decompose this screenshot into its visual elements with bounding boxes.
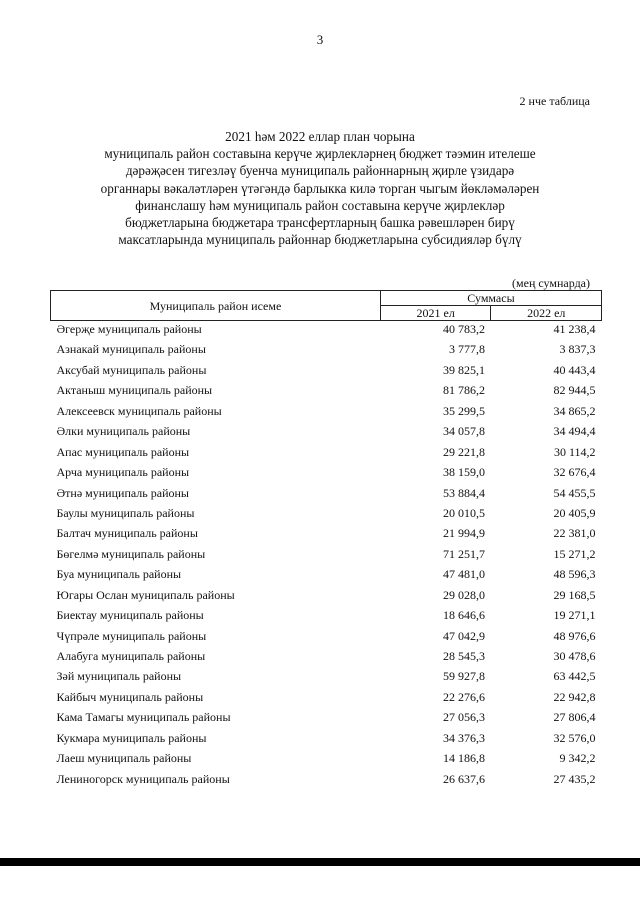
table-row <box>51 587 602 607</box>
header-district-name: Муниципаль район исеме <box>51 291 381 321</box>
district-name-cell: Кайбыч муниципаль районы <box>56 689 204 704</box>
document-title <box>70 128 570 248</box>
value-2022-cell: 9 342,2 <box>559 751 596 766</box>
page-number: 3 <box>316 32 324 47</box>
value-2022-cell: 40 443,4 <box>553 362 596 377</box>
table-row <box>51 546 602 566</box>
district-name-cell: Аксубай муниципаль районы <box>56 362 207 377</box>
value-2022-cell: 34 494,4 <box>553 424 596 439</box>
district-name-cell: Кукмара муниципаль районы <box>56 730 207 745</box>
table-row <box>51 668 602 688</box>
table-row <box>51 423 602 443</box>
value-2022-cell: 34 865,2 <box>553 403 596 418</box>
scan-edge-bar <box>0 858 640 866</box>
table-row <box>51 444 602 464</box>
value-2022-cell: 29 168,5 <box>553 587 596 602</box>
value-2021-cell: 18 646,6 <box>442 608 485 623</box>
value-2021-cell: 34 376,3 <box>442 730 485 745</box>
value-2021-cell: 40 783,2 <box>442 322 485 336</box>
table-row <box>51 628 602 648</box>
value-2021-cell: 22 276,6 <box>442 689 485 704</box>
district-name-cell: Арча муниципаль районы <box>56 465 190 480</box>
value-2021-cell: 29 221,8 <box>442 444 485 459</box>
district-name-cell: Лаеш муниципаль районы <box>56 751 192 766</box>
value-2021-cell: 38 159,0 <box>442 465 485 480</box>
district-name-cell: Лениногорск муниципаль районы <box>56 771 230 786</box>
value-2021-cell: 53 884,4 <box>442 485 485 500</box>
value-2021-cell: 81 786,2 <box>442 383 485 398</box>
value-2022-cell: 3 837,3 <box>559 342 596 357</box>
table-row <box>51 525 602 545</box>
district-name-cell: Алабуга муниципаль районы <box>56 649 206 663</box>
value-2021-cell: 28 545,3 <box>442 649 485 663</box>
value-2022-cell: 20 405,9 <box>553 505 596 520</box>
value-2022-cell: 27 806,4 <box>553 710 596 725</box>
title-line: органнары вәкаләтләрен үтәгәндә барлыкка килә торган чыгым йөкләмәләрен <box>100 180 540 196</box>
table-label: 2 нче таблица <box>519 94 590 108</box>
district-name-cell: Балтач муниципаль районы <box>56 526 198 541</box>
district-name-cell: Чүпрәле муниципаль районы <box>56 628 207 643</box>
table-row <box>51 382 602 402</box>
subsidy-table <box>50 290 602 791</box>
district-name-cell: Бөгелмә муниципаль районы <box>56 546 206 561</box>
district-name-cell: Әлки муниципаль районы <box>56 424 191 439</box>
value-2021-cell: 20 010,5 <box>442 505 485 520</box>
district-name-cell: Зәй муниципаль районы <box>56 669 182 684</box>
district-name-cell: Баулы муниципаль районы <box>56 505 195 520</box>
header-2022: 2022 ел <box>491 306 602 321</box>
value-2022-cell: 48 976,6 <box>553 628 596 643</box>
district-name-cell: Апас муниципаль районы <box>56 444 190 459</box>
value-2022-cell: 48 596,3 <box>553 567 596 582</box>
header-sum: Суммасы <box>380 291 601 306</box>
table-row <box>51 505 602 525</box>
table-row <box>51 648 602 668</box>
value-2021-cell: 14 186,8 <box>442 751 485 766</box>
table-row <box>51 771 602 791</box>
table-body <box>51 321 602 792</box>
value-2021-cell: 3 777,8 <box>448 342 485 357</box>
table-row <box>51 607 602 627</box>
table-row <box>51 750 602 770</box>
value-2022-cell: 63 442,5 <box>553 669 596 684</box>
district-name-cell: Актаныш муниципаль районы <box>56 383 213 398</box>
table-row <box>51 464 602 484</box>
title-line: финанслашу һәм муниципаль район составына керүче җирлекләр <box>135 197 505 213</box>
units-label: (мең сумнарда) <box>512 276 590 290</box>
district-name-cell: Алексеевск муниципаль районы <box>56 403 222 418</box>
value-2022-cell: 22 381,0 <box>553 526 596 541</box>
value-2021-cell: 39 825,1 <box>442 362 485 377</box>
table-row <box>51 566 602 586</box>
header-2021: 2021 ел <box>380 306 491 321</box>
value-2021-cell: 21 994,9 <box>442 526 485 541</box>
table-row <box>51 709 602 729</box>
district-name-cell: Әтнә муниципаль районы <box>56 485 189 500</box>
value-2022-cell: 82 944,5 <box>553 383 596 398</box>
value-2021-cell: 27 056,3 <box>442 710 485 725</box>
value-2022-cell: 27 435,2 <box>553 771 596 786</box>
value-2022-cell: 32 676,4 <box>553 465 596 480</box>
value-2022-cell: 32 576,0 <box>553 730 596 745</box>
district-name-cell: Биектау муниципаль районы <box>56 608 204 623</box>
district-name-cell: Кама Тамагы муниципаль районы <box>56 710 231 725</box>
title-line: 2021 һәм 2022 еллар план чорына <box>225 129 415 144</box>
table-row <box>51 403 602 423</box>
value-2021-cell: 59 927,8 <box>442 669 485 684</box>
title-line: дәрәҗәсен тигезләү буенча муниципаль районнарның җирле үзидарә <box>125 163 515 179</box>
table-row <box>51 321 602 342</box>
district-name-cell: Югары Ослан муниципаль районы <box>56 587 235 602</box>
value-2022-cell: 30 114,2 <box>553 444 596 459</box>
value-2021-cell: 35 299,5 <box>442 403 485 418</box>
table-row <box>51 341 602 361</box>
value-2022-cell: 22 942,8 <box>553 689 596 704</box>
value-2021-cell: 47 042,9 <box>442 628 485 643</box>
value-2021-cell: 71 251,7 <box>442 546 485 561</box>
value-2021-cell: 47 481,0 <box>442 567 485 582</box>
table-row <box>51 362 602 382</box>
table-row <box>51 485 602 505</box>
value-2021-cell: 26 637,6 <box>442 771 485 786</box>
district-name-cell: Буа муниципаль районы <box>56 567 182 582</box>
table-row <box>51 730 602 750</box>
table-row <box>51 689 602 709</box>
title-line: муниципаль район составына керүче җирлекләрнең бюджет тәэмин ителеше <box>104 146 536 162</box>
value-2022-cell: 15 271,2 <box>553 546 596 561</box>
value-2022-cell: 19 271,1 <box>553 608 596 623</box>
title-line: бюджетларына бюджетара трансфертларның башка рәвешләрен бирү <box>125 215 515 231</box>
value-2021-cell: 34 057,8 <box>442 424 485 439</box>
district-name-cell: Әгерҗе муниципаль районы <box>56 322 202 336</box>
value-2022-cell: 30 478,6 <box>553 649 596 663</box>
value-2022-cell: 54 455,5 <box>553 485 596 500</box>
district-name-cell: Азнакай муниципаль районы <box>56 342 206 357</box>
value-2022-cell: 41 238,4 <box>553 322 596 336</box>
value-2021-cell: 29 028,0 <box>442 587 485 602</box>
title-line: максатларында муниципаль районнар бюджетларына субсидияләр бүлү <box>118 232 522 248</box>
